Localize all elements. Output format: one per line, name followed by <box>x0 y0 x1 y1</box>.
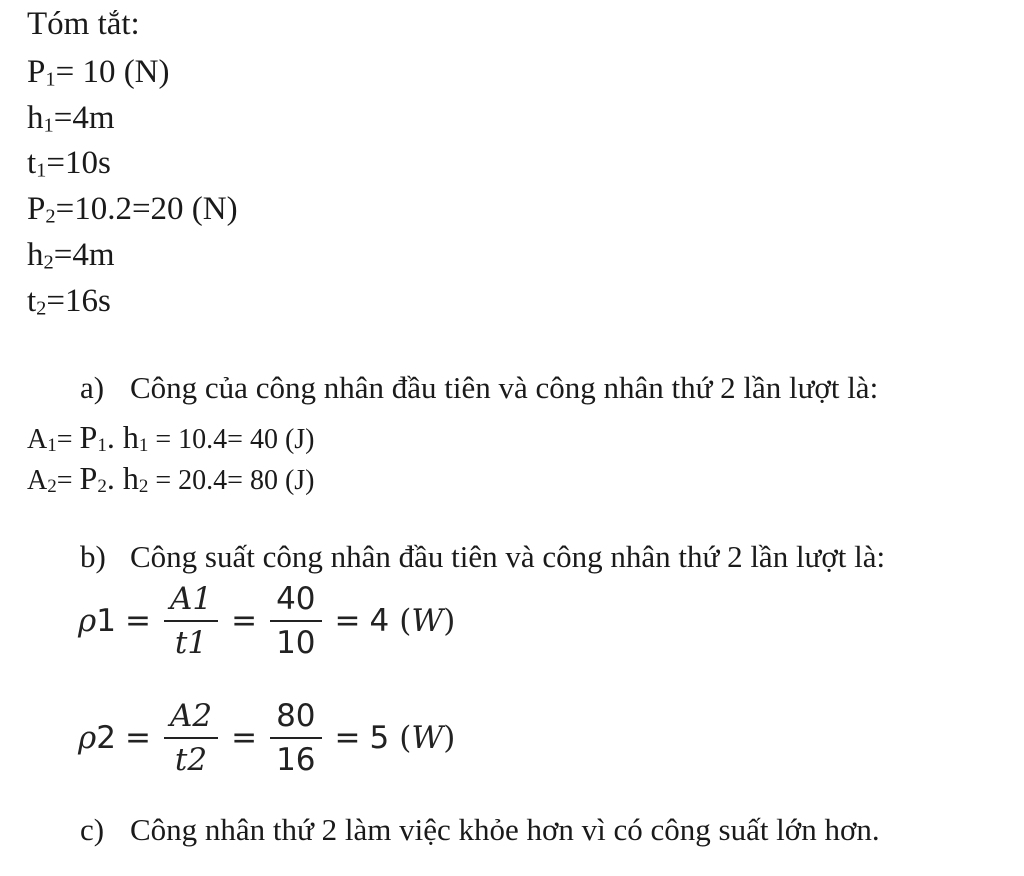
part-c-marker: c) <box>80 812 105 847</box>
work-a1-line: $A_1= P_1$. $h_1 = 10.4= 40$ (J) <box>27 419 315 456</box>
part-a-text: Công của công nhân đầu tiên và công nhân thứ 2 lần lượt là: <box>130 370 879 405</box>
fraction-80-16: $\frac{80}{16}$ <box>270 699 321 777</box>
part-c-heading <box>80 814 880 845</box>
given-h2: $h_2=4m$ <box>27 237 115 274</box>
part-a-heading <box>80 372 878 403</box>
part-c-text: Công nhân thứ 2 làm việc khỏe hơn vì có công suất lớn hơn. <box>130 812 880 847</box>
fraction-40-10: $\frac{40}{10}$ <box>270 582 321 660</box>
given-h1: $h_1=4m$ <box>27 100 115 137</box>
fraction-a1-t1: $\frac{A1}{t1}$ <box>164 582 218 660</box>
given-t1: $t_1=10s$ <box>27 145 111 182</box>
part-a-marker: a) <box>80 370 105 405</box>
summary-heading: Tóm tắt: <box>27 6 140 42</box>
work-a2-line: $A_2= P_2$. $h_2 = 20.4= 80$ (J) <box>27 460 315 497</box>
given-p1: $P_1= 10$ (N) <box>27 54 170 91</box>
fraction-a2-t2: $\frac{A2}{t2}$ <box>164 699 218 777</box>
power-formula-1: ρ 1 = $\frac{A1}{t1}$ = $\frac{40}{10}$ = 4 (W) <box>78 580 456 661</box>
given-t2: $t_2=16s$ <box>27 283 111 320</box>
part-b-text: Công suất công nhân đầu tiên và công nhân thứ 2 lần lượt là: <box>130 539 886 574</box>
part-b-heading <box>80 541 885 572</box>
given-p2: $P_2=10.2=20$ (N) <box>27 191 238 228</box>
power-formula-2: ρ 2 = $\frac{A2}{t2}$ = $\frac{80}{16}$ = 5 (W) <box>78 697 456 778</box>
part-b-marker: b) <box>80 539 106 574</box>
